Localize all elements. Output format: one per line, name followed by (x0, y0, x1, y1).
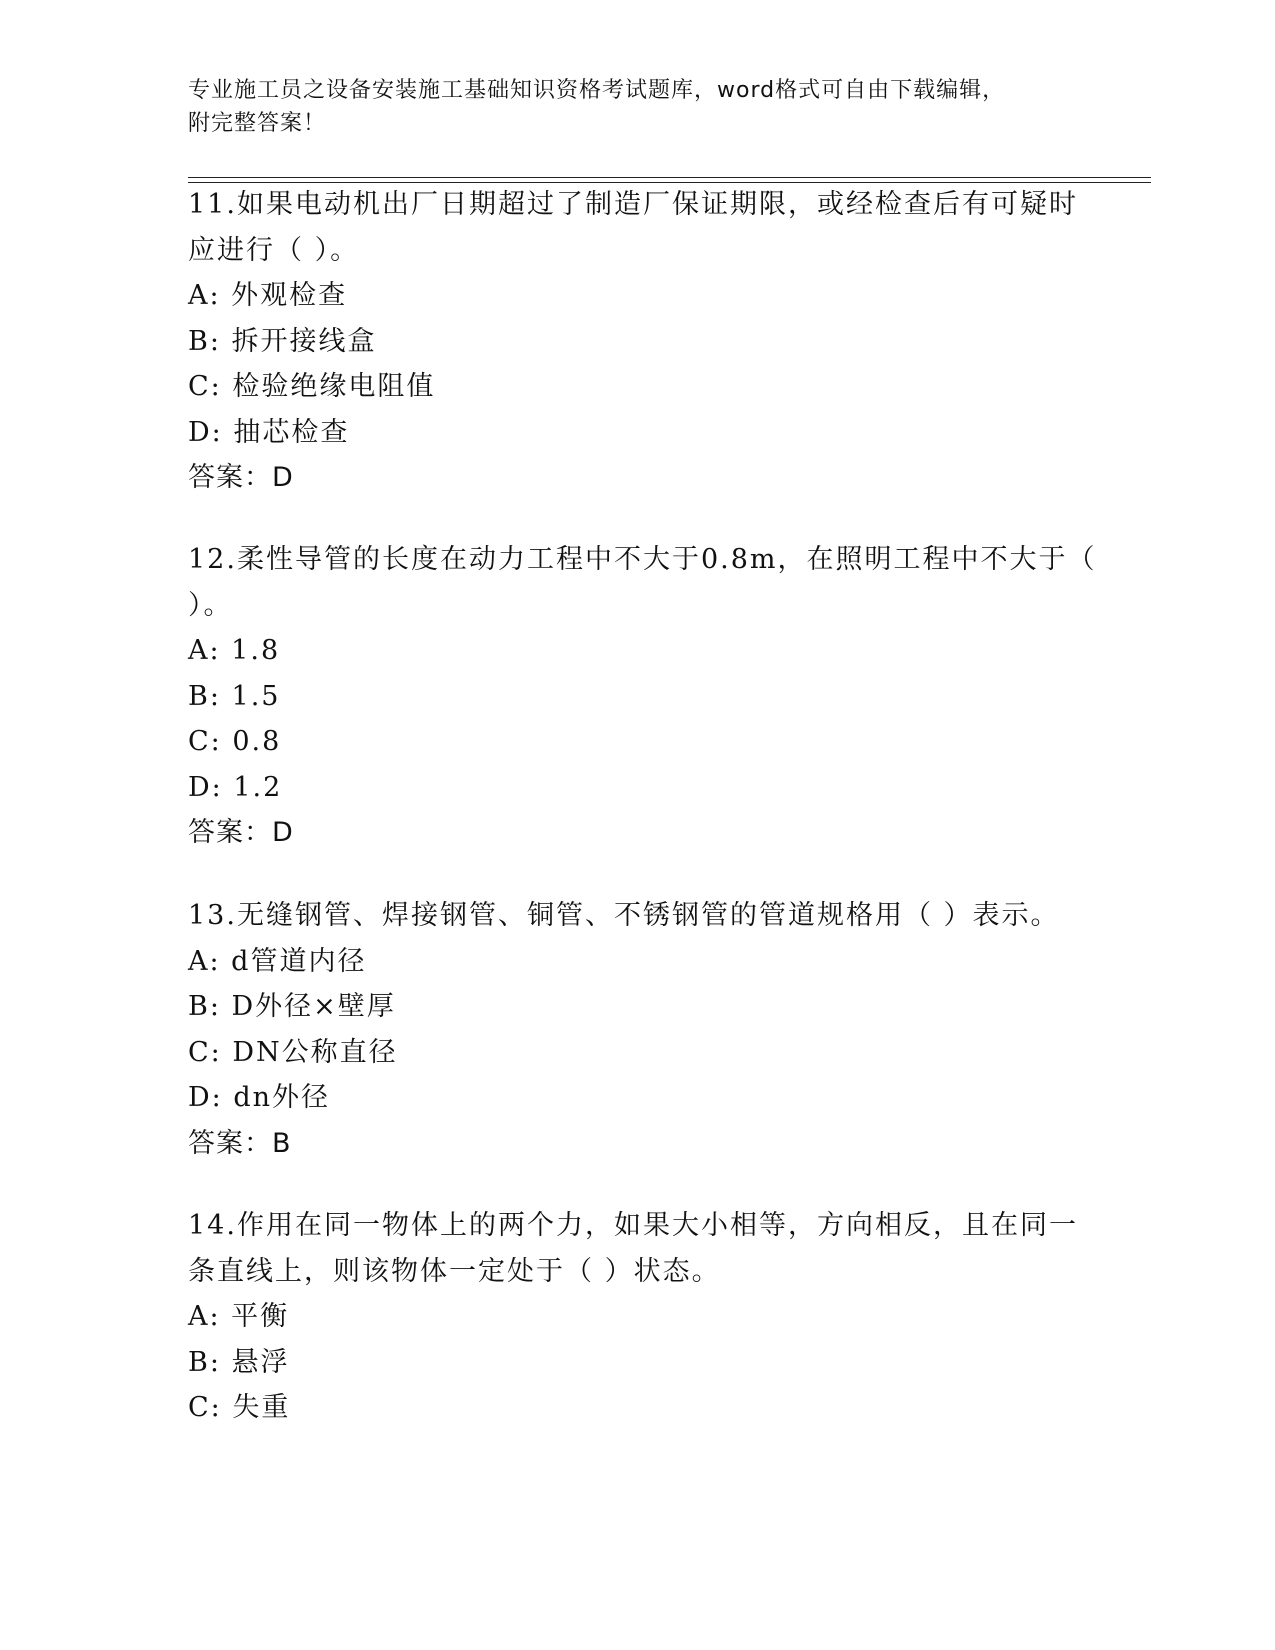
option-b: B: 拆开接线盒 (188, 325, 377, 357)
option-d: D: 抽芯检查 (188, 416, 350, 448)
question-13 (188, 893, 1088, 1166)
option-d: D: dn外径 (188, 1082, 330, 1113)
question-stem-line: 条直线上，则该物体一定处于（ ）状态。 (188, 1255, 721, 1287)
question-stem-line: 14.作用在同一物体上的两个力，如果大小相等，方向相反，且在同一 (188, 1210, 1078, 1241)
header-divider-top (188, 177, 1151, 178)
question-14 (188, 1203, 1088, 1431)
option-a: A: d管道内径 (188, 945, 367, 977)
question-stem-line: 应进行（ ）。 (188, 234, 360, 266)
option-a: A: 平衡 (188, 1301, 290, 1332)
option-d: D: 1.2 (188, 771, 283, 803)
document-header (188, 74, 1088, 140)
option-c: C: 失重 (188, 1392, 291, 1423)
question-stem-line: 13.无缝钢管、焊接钢管、铜管、不锈钢管的管道规格用（ ）表示。 (188, 900, 1060, 931)
question-stem-line: 11.如果电动机出厂日期超过了制造厂保证期限，或经检查后有可疑时 (188, 189, 1078, 220)
option-a: A: 外观检查 (188, 280, 348, 311)
option-b: B: D外径×壁厚 (188, 991, 396, 1022)
option-b: B: 悬浮 (188, 1346, 290, 1378)
answer-line: 答案：B (188, 1127, 292, 1159)
option-c: C: DN公称直径 (188, 1036, 398, 1068)
question-stem-line: 12.柔性导管的长度在动力工程中不大于0.8m，在照明工程中不大于（ (188, 544, 1097, 575)
answer-line: 答案：D (188, 462, 294, 493)
question-11 (188, 182, 1088, 501)
option-a: A: 1.8 (188, 635, 281, 666)
header-line-2: 附完整答案！ (188, 111, 327, 136)
header-line-1: 专业施工员之设备安装施工基础知识资格考试题库，word格式可自由下载编辑， (188, 78, 1006, 103)
question-12 (188, 537, 1097, 856)
question-stem-line: ）。 (188, 589, 233, 621)
option-c: C: 0.8 (188, 726, 282, 757)
option-c: C: 检验绝缘电阻值 (188, 371, 436, 402)
answer-line: 答案：D (188, 817, 294, 848)
option-b: B: 1.5 (188, 680, 281, 712)
